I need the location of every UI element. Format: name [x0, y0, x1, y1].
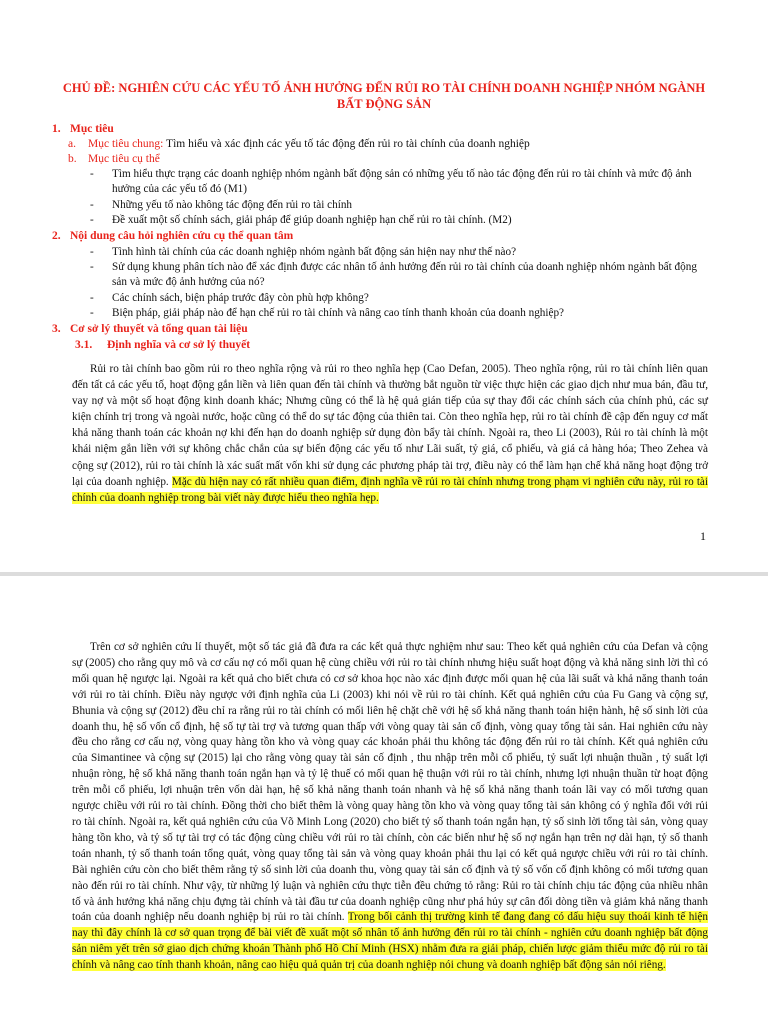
- list-item: - Tìm hiểu thực trạng các doanh nghiệp nhóm ngành bất động sản có những yếu tố nào tác động đến rủi ro tài chính và mức độ ảnh hưởng của các yếu tố đó (M1): [90, 168, 692, 195]
- section-1-heading: 1. Mục tiêu: [52, 123, 114, 135]
- section-3-heading: 3. Cơ sở lý thuyết và tổng quan tài liệu: [52, 323, 248, 335]
- list-item: - Sử dụng khung phân tích nào để xác định được các nhân tố ảnh hưởng đến rủi ro tài chính của doanh nghiệp nhóm ngành bất động sản và mức độ ảnh hưởng của nó?: [90, 261, 697, 288]
- list-item: - Đề xuất một số chính sách, giải pháp để giúp doanh nghiệp hạn chế rủi ro tài chính. (M2): [90, 214, 512, 226]
- objective-b: b. Mục tiêu cụ thể: [68, 153, 160, 165]
- highlighted-text: Trong bối cảnh thị trường kinh tế đang đang có dấu hiệu suy thoái kinh tế hiện nay thì đây chính là cơ sở quan trọng để bài viết đề xuất một số nhân tố ảnh hưởng đến rủi ro tài chính - nghiên cứu doanh nghiệp bất động sản niêm yết trên sở giao dịch chứng khoán Thành phố Hồ Chí Minh (HSX) nhằm đưa ra giải pháp, chiến lược giảm thiểu mức độ rủi ro tài chính và nâng cao tính thanh khoản, nâng cao hiệu quả quản trị của doanh nghiệp nói chung và doanh nghiệp bất động sản nói riêng.: [72, 911, 708, 972]
- highlighted-text: Mặc dù hiện nay có rất nhiều quan điểm, định nghĩa về rủi ro tài chính nhưng trong phạm vi nghiên cứu này, rủi ro tài chính của doanh nghiệp trong bài viết này được hiểu theo nghĩa hẹp.: [72, 475, 709, 504]
- list-item: - Tình hình tài chính của các doanh nghiệp nhóm ngành bất động sản hiện nay như thế nào?: [90, 246, 517, 258]
- body-paragraph: Rủi ro tài chính bao gồm rủi ro theo nghĩa rộng và rủi ro theo nghĩa hẹp (Cao Defan, 2005). Theo nghĩa rộng, rủi ro tài chính liên quan đến tất cả các yếu tố, hoạt động gắn liền và liên quan đến tài chính và thường bắt nguồn từ việc thực hiện các giao dịch như mua bán, đầu tư, vay nợ và một số hoạt động kinh doanh khác; Nhưng cũng có thể là hệ quả gián tiếp của sự thay đổi các chính sách của chính phủ, các sự kiện chính trị trong và ngoài nước, hoặc cũng có thể do sự tác động của thiên tai. Còn theo nghĩa hẹp, rủi ro tài chính đề cập đến nguy cơ mất khả năng thanh toán các khoản nợ khi đến hạn do doanh nghiệp sử dụng đòn bẩy tài chính. Ngoài ra, theo Li (2003), Rủi ro tài chính là một khái niệm gắn liền với sự không chắc chắn của sự biến động các yếu tố như Lãi suất, tỷ giá, cổ phiếu, và giá cả hàng hóa; Theo Zehea và cộng sự (2012), rủi ro tài chính là xác suất mất vốn khi sử dụng các phương pháp tài trợ, điều này có thể làm hạn chế khả năng hoạt động trở lại của doanh nghiệp. Mặc dù hiện nay có rất nhiều quan điểm, định nghĩa về rủi ro tài chính nhưng trong phạm vi nghiên cứu này, rủi ro tài chính của doanh nghiệp trong bài viết này được hiểu theo nghĩa hẹp.: [72, 363, 709, 504]
- page-number: 1: [700, 529, 706, 543]
- section-3-1-heading: 3.1. Định nghĩa và cơ sở lý thuyết: [75, 339, 251, 351]
- list-item: - Biện pháp, giải pháp nào để hạn chế rủi ro tài chính và nâng cao tính thanh khoản của doanh nghiệp?: [90, 307, 565, 319]
- body-paragraph: Trên cơ sở nghiên cứu lí thuyết, một số tác giả đã đưa ra các kết quả thực nghiệm như sau: Theo kết quả nghiên cứu của Defan và cộng sự (2005) cho rằng quy mô và cơ cấu nợ có mối quan hệ cùng chiều với rủi ro tài chính nhưng hiệu suất hoạt động và khả năng sinh lời thì có mối quan hệ ngược lại. Ngoài ra kết quả cho biết chưa có cơ sở khoa học nào xác định được mối quan hệ của lãi suất và khả năng thanh toán với rủi ro tài chính. Điều này ngược với định nghĩa của Li (2003) khi nói về rủi ro tài chính. Kết quả nghiên cứu của Fu Gang và cộng sự, Bhunia và cộng sự (2012) đều chỉ ra rằng rủi ro tài chính có mối liên hệ chặt chẽ với hệ số khả năng thanh toán hiện hành, hệ số sinh lời của doanh thu, hệ số vốn cổ định, hệ số tự tài trợ và tương quan thấp với vòng quay tài sản cố định, vòng quay tổng tài sản. Hai nghiên cứu này đều cho rằng cơ cấu nợ, vòng quay hàng tồn kho và vòng quay các khoản phải thu không tác động đến rủi ro tài chính. Kết quả nghiên cứu của Simantinee và cộng sự (2015) lại cho rằng vòng quay tài sản cố định , thu nhập trên mỗi cổ phiếu, tỷ suất lợi nhuận thuần , tỷ suất lợi nhuận ròng, hệ số khả năng thanh toán ngắn hạn và tỷ lệ thuế có mối quan hệ thuận với rủi ro tài chính, nhưng lợi nhuận thuần từ hoạt động trên mỗi cổ phiếu, lợi nhuận trên vốn dài hạn, hệ số khả năng thanh toán nhanh và hệ số khả năng thanh toán lãi vay có mối tương quan ngược chiều với rủi ro tài chính. Đồng thời cho biết thêm là vòng quay hàng tồn kho và vòng quay tổng tài sản không có ý nghĩa đối với rủi ro tài chính. Ngoài ra, kết quả nghiên cứu của Võ Minh Long (2020) cho biết tỷ số thanh toán ngắn hạn, tỷ số sinh lời tổng tài sản, vòng quay hàng tồn kho, và tỷ số tự tài trợ có tác động cùng chiều với rủi ro tài chính, còn các biến như hệ số nợ ngắn hạn trên nợ dài hạn, tỷ số thanh toán nhanh, tỷ số thanh toán tổng quát, vòng quay tổng tài sản và vòng quay khoản phải thu lại có kết quả ngược chiều với rủi ro tài chính. Bài nghiên cứu còn cho biết thêm rằng tỷ số sinh lời của doanh thu, vòng quay tài sản cố định và tỷ số vốn cố định không có mối tương quan nào đến rủi ro tài chính. Như vậy, từ những lý luận và nghiên cứu thực tiễn đều chứng tỏ rằng: Rủi ro tài chính chịu tác động của nhiều nhân tố và ảnh hưởng khả năng chịu đựng tài chính và tài đầu tư của doanh nghiệp cũng như phá hủy sự cân đối dòng tiền và giảm khả năng thanh toán của doanh nghiệp nếu doanh nghiệp bị rủi ro tài chính. Trong bối cảnh thị trường kinh tế đang đang có dấu hiệu suy thoái kinh tế hiện nay thì đây chính là cơ sở quan trọng để bài viết đề xuất một số nhân tố ảnh hưởng đến rủi ro tài chính - nghiên cứu doanh nghiệp bất động sản niêm yết trên sở giao dịch chứng khoán Thành phố Hồ Chí Minh (HSX) nhằm đưa ra giải pháp, chiến lược giảm thiểu mức độ rủi ro tài chính và nâng cao tính thanh khoản, nâng cao hiệu quả quản trị của doanh nghiệp nói chung và doanh nghiệp bất động sản nói riêng.: [72, 641, 708, 972]
- section-2-heading: 2. Nội dung câu hỏi nghiên cứu cụ thể quan tâm: [52, 230, 294, 242]
- list-item: - Những yếu tố nào không tác động đến rủi ro tài chính: [90, 199, 353, 211]
- list-item: - Các chính sách, biện pháp trước đây còn phù hợp không?: [90, 292, 369, 304]
- page-title: CHỦ ĐỀ: NGHIÊN CỨU CÁC YẾU TỐ ẢNH HƯỞNG ĐẾN RỦI RO TÀI CHÍNH DOANH NGHIỆP NHÓM NGÀNH BẤT ĐỘNG SẢN: [62, 81, 706, 111]
- objective-a: a. Mục tiêu chung: Tìm hiểu và xác định các yếu tố tác động đến rủi ro tài chính của doanh nghiệp: [68, 138, 530, 150]
